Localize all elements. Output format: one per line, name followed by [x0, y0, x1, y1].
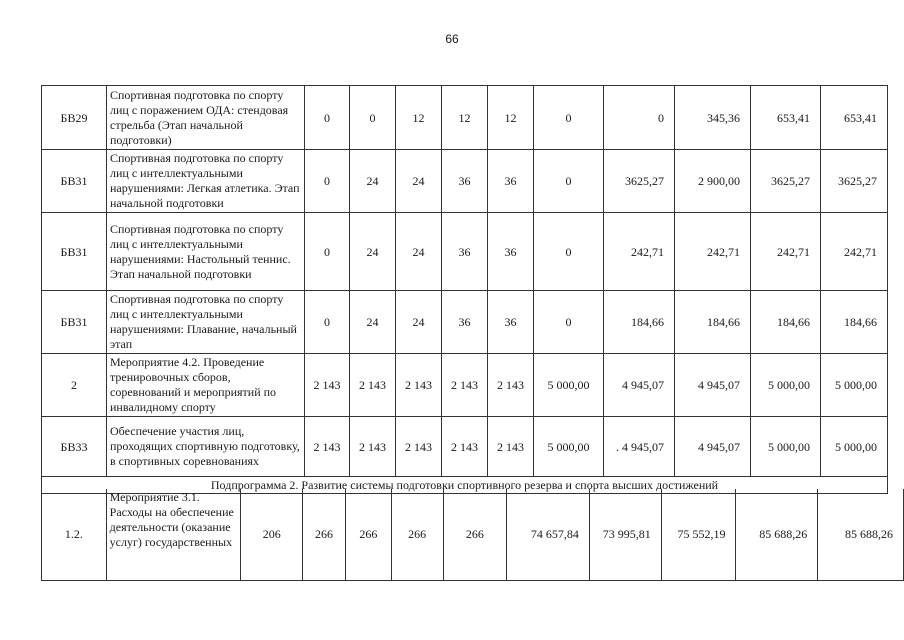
value-cell: 2 900,00: [675, 150, 751, 213]
row-code: БВ31: [42, 291, 107, 354]
value-cell: 5 000,00: [534, 354, 604, 417]
value-cell: 184,66: [821, 291, 888, 354]
value-cell: 36: [488, 150, 534, 213]
value-cell: 242,71: [675, 213, 751, 291]
value-cell: 36: [442, 213, 488, 291]
table-row: [42, 150, 888, 213]
value-cell: 266: [391, 489, 443, 580]
row-code: БВ31: [42, 213, 107, 291]
table-row: [42, 417, 888, 477]
row-code: 2: [42, 354, 107, 417]
value-cell: 0: [350, 86, 396, 150]
value-cell: 2 143: [305, 417, 350, 477]
value-cell: 12: [488, 86, 534, 150]
value-cell: 24: [396, 150, 442, 213]
value-cell: 5 000,00: [821, 354, 888, 417]
value-cell: 2 143: [305, 354, 350, 417]
value-cell: 24: [396, 213, 442, 291]
value-cell: 2 143: [488, 354, 534, 417]
value-cell: 0: [305, 86, 350, 150]
row-description: Спортивная подготовка по спорту лиц с интеллектуальными нарушениями: Плавание, начальный этап: [107, 291, 305, 354]
value-cell: 0: [534, 86, 604, 150]
value-cell: 5 000,00: [534, 417, 604, 477]
value-cell: 4 945,07: [675, 417, 751, 477]
value-cell: 0: [305, 213, 350, 291]
value-cell: 12: [442, 86, 488, 150]
value-cell: 345,36: [675, 86, 751, 150]
row-description: Мероприятие 4.2. Проведение тренировочных сборов, соревнований и мероприятий по инвалидному спорту: [107, 354, 305, 417]
row-description: Обеспечение участия лиц, проходящих спортивную подготовку, в спортивных соревнованиях: [107, 417, 305, 477]
table-row: [42, 213, 888, 291]
value-cell: 0: [305, 291, 350, 354]
value-cell: 5 000,00: [751, 354, 821, 417]
value-cell: 266: [345, 489, 391, 580]
value-cell: 653,41: [821, 86, 888, 150]
value-cell: 2 143: [442, 354, 488, 417]
value-cell: 0: [305, 150, 350, 213]
value-cell: 2 143: [396, 354, 442, 417]
value-cell: 12: [396, 86, 442, 150]
table-row: [42, 489, 904, 580]
value-cell: 266: [303, 489, 346, 580]
value-cell: 3625,27: [751, 150, 821, 213]
value-cell: 184,66: [675, 291, 751, 354]
value-cell: 24: [350, 150, 396, 213]
value-cell: 5 000,00: [751, 417, 821, 477]
value-cell: 0: [534, 291, 604, 354]
value-cell: . 4 945,07: [604, 417, 675, 477]
budget-table: [41, 85, 888, 494]
value-cell: 36: [442, 291, 488, 354]
table-row: [42, 354, 888, 417]
value-cell: 2 143: [488, 417, 534, 477]
value-cell: 73 995,81: [589, 489, 661, 580]
value-cell: 36: [488, 213, 534, 291]
value-cell: 75 552,19: [661, 489, 736, 580]
row-code: БВ29: [42, 86, 107, 150]
row-description: Мероприятие 3.1. Расходы на обеспечение деятельности (оказание услуг) государственных: [106, 489, 241, 580]
row-code: БВ31: [42, 150, 107, 213]
value-cell: 4 945,07: [675, 354, 751, 417]
value-cell: 24: [350, 291, 396, 354]
row-description: Спортивная подготовка по спорту лиц с интеллектуальными нарушениями: Настольный теннис. Этап начальной подготовки: [107, 213, 305, 291]
value-cell: 24: [396, 291, 442, 354]
value-cell: 0: [534, 213, 604, 291]
value-cell: 2 143: [350, 354, 396, 417]
value-cell: 2 143: [442, 417, 488, 477]
value-cell: 36: [442, 150, 488, 213]
row-code: 1.2.: [42, 489, 107, 580]
value-cell: 4 945,07: [604, 354, 675, 417]
value-cell: 206: [241, 489, 303, 580]
row-description: Спортивная подготовка по спорту лиц с интеллектуальными нарушениями: Легкая атлетика. Этап начальной подготовки: [107, 150, 305, 213]
value-cell: 5 000,00: [821, 417, 888, 477]
value-cell: 184,66: [604, 291, 675, 354]
page-number: 66: [445, 32, 459, 46]
value-cell: 0: [604, 86, 675, 150]
value-cell: 242,71: [604, 213, 675, 291]
value-cell: 24: [350, 213, 396, 291]
value-cell: 653,41: [751, 86, 821, 150]
value-cell: 36: [488, 291, 534, 354]
subprogram-table: [41, 489, 904, 581]
value-cell: 85 688,26: [736, 489, 818, 580]
value-cell: 85 688,26: [818, 489, 904, 580]
row-description: Спортивная подготовка по спорту лиц с поражением ОДА: стендовая стрельба (Этап начальной подготовки): [107, 86, 305, 150]
value-cell: 3625,27: [821, 150, 888, 213]
table-row: [42, 86, 888, 150]
value-cell: 242,71: [821, 213, 888, 291]
table-row: [42, 291, 888, 354]
value-cell: 2 143: [350, 417, 396, 477]
value-cell: 184,66: [751, 291, 821, 354]
value-cell: 2 143: [396, 417, 442, 477]
value-cell: 0: [534, 150, 604, 213]
value-cell: 242,71: [751, 213, 821, 291]
value-cell: 3625,27: [604, 150, 675, 213]
value-cell: 266: [443, 489, 507, 580]
value-cell: 74 657,84: [507, 489, 590, 580]
section-title: Подпрограмма 2. Развитие системы подготовки спортивного резерва и спорта высших достижений: [42, 477, 888, 494]
row-code: БВ33: [42, 417, 107, 477]
